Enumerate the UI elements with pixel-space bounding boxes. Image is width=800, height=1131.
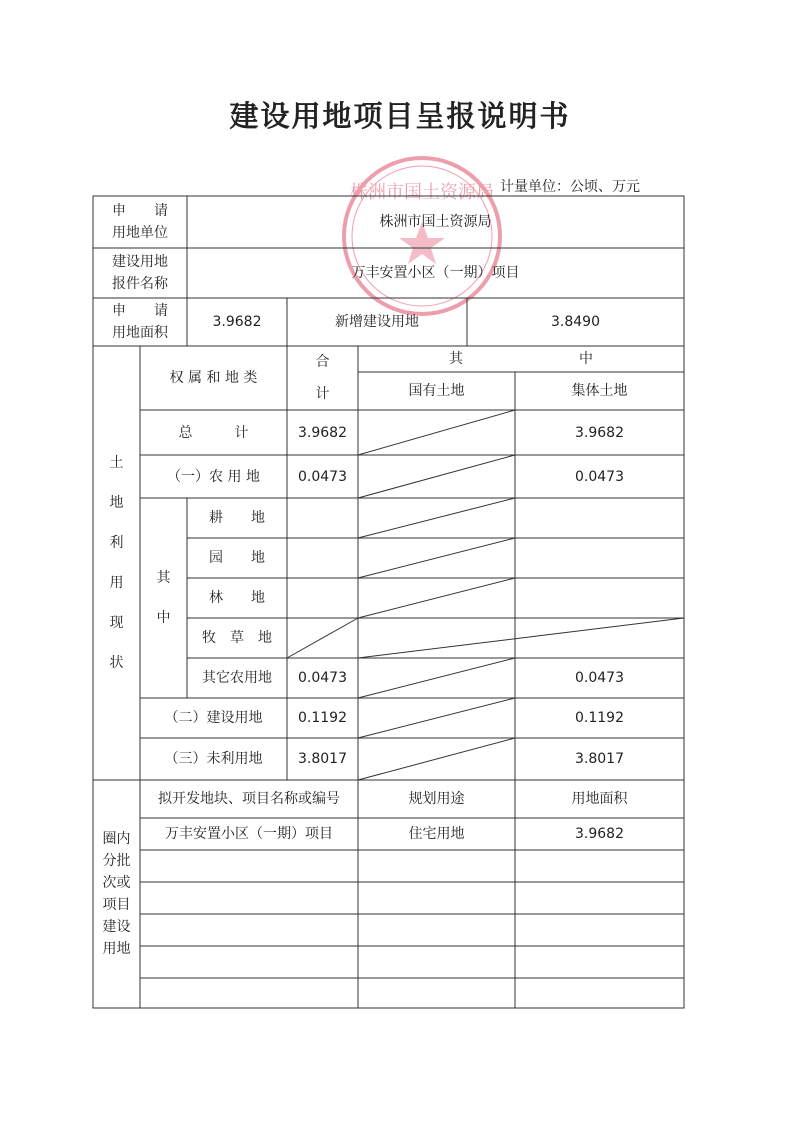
row-construction-label: （二）建设用地 bbox=[164, 710, 263, 726]
row-total-sum: 3.9682 bbox=[298, 424, 347, 441]
seal-text: 株洲市国土资源局 bbox=[350, 182, 494, 203]
batches-label-line-4: 项目 bbox=[102, 897, 131, 913]
row-agri-label: （一）农 用 地 bbox=[167, 468, 260, 485]
land-use-char-4: 用 bbox=[109, 575, 124, 591]
row-unused-sum: 3.8017 bbox=[298, 751, 347, 767]
batches-label-line-6: 用地 bbox=[102, 941, 131, 957]
batches-label-line-5: 建设 bbox=[102, 919, 131, 935]
header-total-top: 合 bbox=[315, 354, 330, 370]
area-label-line1: 申 请 bbox=[112, 303, 168, 319]
project-name-label-line2: 报件名称 bbox=[112, 276, 168, 292]
header-total-bottom: 计 bbox=[315, 386, 330, 402]
row-unused-collective: 3.8017 bbox=[575, 751, 624, 767]
row-arable-label: 耕 地 bbox=[209, 510, 265, 526]
land-use-char-2: 地 bbox=[109, 495, 124, 511]
batches-header-area: 用地面积 bbox=[571, 791, 628, 807]
batch-row-name: 万丰安置小区（一期）项目 bbox=[165, 826, 333, 842]
header-state-land: 国有土地 bbox=[408, 383, 465, 399]
project-name-label-line1: 建设用地 bbox=[112, 254, 168, 270]
row-other-agri-label: 其它农用地 bbox=[202, 670, 272, 686]
land-use-char-1: 土 bbox=[109, 455, 124, 471]
row-construction-collective: 0.1192 bbox=[575, 710, 624, 726]
applicant-label-line1: 申 请 bbox=[112, 203, 168, 219]
row-other-agri-collective: 0.0473 bbox=[575, 670, 624, 686]
document-title: 建设用地项目呈报说明书 bbox=[229, 99, 571, 133]
land-use-char-5: 现 bbox=[109, 615, 124, 631]
land-use-char-3: 利 bbox=[109, 535, 124, 551]
header-collective-land: 集体土地 bbox=[571, 383, 628, 399]
header-among-left: 其 bbox=[449, 351, 463, 367]
land-use-side-label bbox=[93, 346, 140, 780]
area-label bbox=[93, 298, 187, 346]
batches-header-name: 拟开发地块、项目名称或编号 bbox=[158, 791, 340, 807]
batches-label-line-1: 圈内 bbox=[102, 831, 131, 847]
among-char-2: 中 bbox=[156, 610, 171, 626]
batch-row-use: 住宅用地 bbox=[408, 826, 465, 842]
row-pasture-label: 牧 草 地 bbox=[202, 630, 272, 646]
measurement-unit: 计量单位：公顷、万元 bbox=[500, 179, 640, 195]
header-among-right: 中 bbox=[579, 351, 593, 367]
row-total-label: 总 计 bbox=[178, 424, 249, 441]
among-char-1: 其 bbox=[156, 570, 171, 586]
row-construction-sum: 0.1192 bbox=[298, 710, 347, 726]
row-agri-collective: 0.0473 bbox=[575, 468, 624, 485]
batch-row-area: 3.9682 bbox=[575, 826, 624, 842]
among-label bbox=[140, 498, 187, 698]
new-construction-label: 新增建设用地 bbox=[335, 314, 419, 330]
applicant-label-line2: 用地单位 bbox=[112, 225, 168, 241]
row-agri-sum: 0.0473 bbox=[298, 468, 347, 485]
batches-label-line-2: 分批 bbox=[102, 853, 131, 869]
header-total bbox=[287, 346, 358, 410]
new-construction-value: 3.8490 bbox=[551, 314, 600, 330]
applicant-label bbox=[93, 196, 187, 248]
batches-side-label bbox=[93, 780, 140, 1008]
row-other-agri-sum: 0.0473 bbox=[298, 670, 347, 686]
row-garden-label: 园 地 bbox=[209, 550, 265, 566]
row-unused-label: （三）未利用地 bbox=[164, 751, 263, 767]
batches-header-use: 规划用途 bbox=[408, 791, 465, 807]
land-use-char-6: 状 bbox=[109, 655, 124, 671]
area-label-line2: 用地面积 bbox=[112, 325, 168, 341]
project-name-value: 万丰安置小区（一期）项目 bbox=[351, 265, 520, 281]
applicant-value: 株洲市国土资源局 bbox=[379, 214, 492, 230]
row-total-collective: 3.9682 bbox=[575, 424, 624, 441]
header-category: 权 属 和 地 类 bbox=[169, 370, 258, 386]
area-total: 3.9682 bbox=[212, 314, 262, 330]
row-forest-label: 林 地 bbox=[209, 590, 265, 606]
batches-label-line-3: 次或 bbox=[102, 875, 131, 891]
project-name-label bbox=[93, 248, 187, 298]
